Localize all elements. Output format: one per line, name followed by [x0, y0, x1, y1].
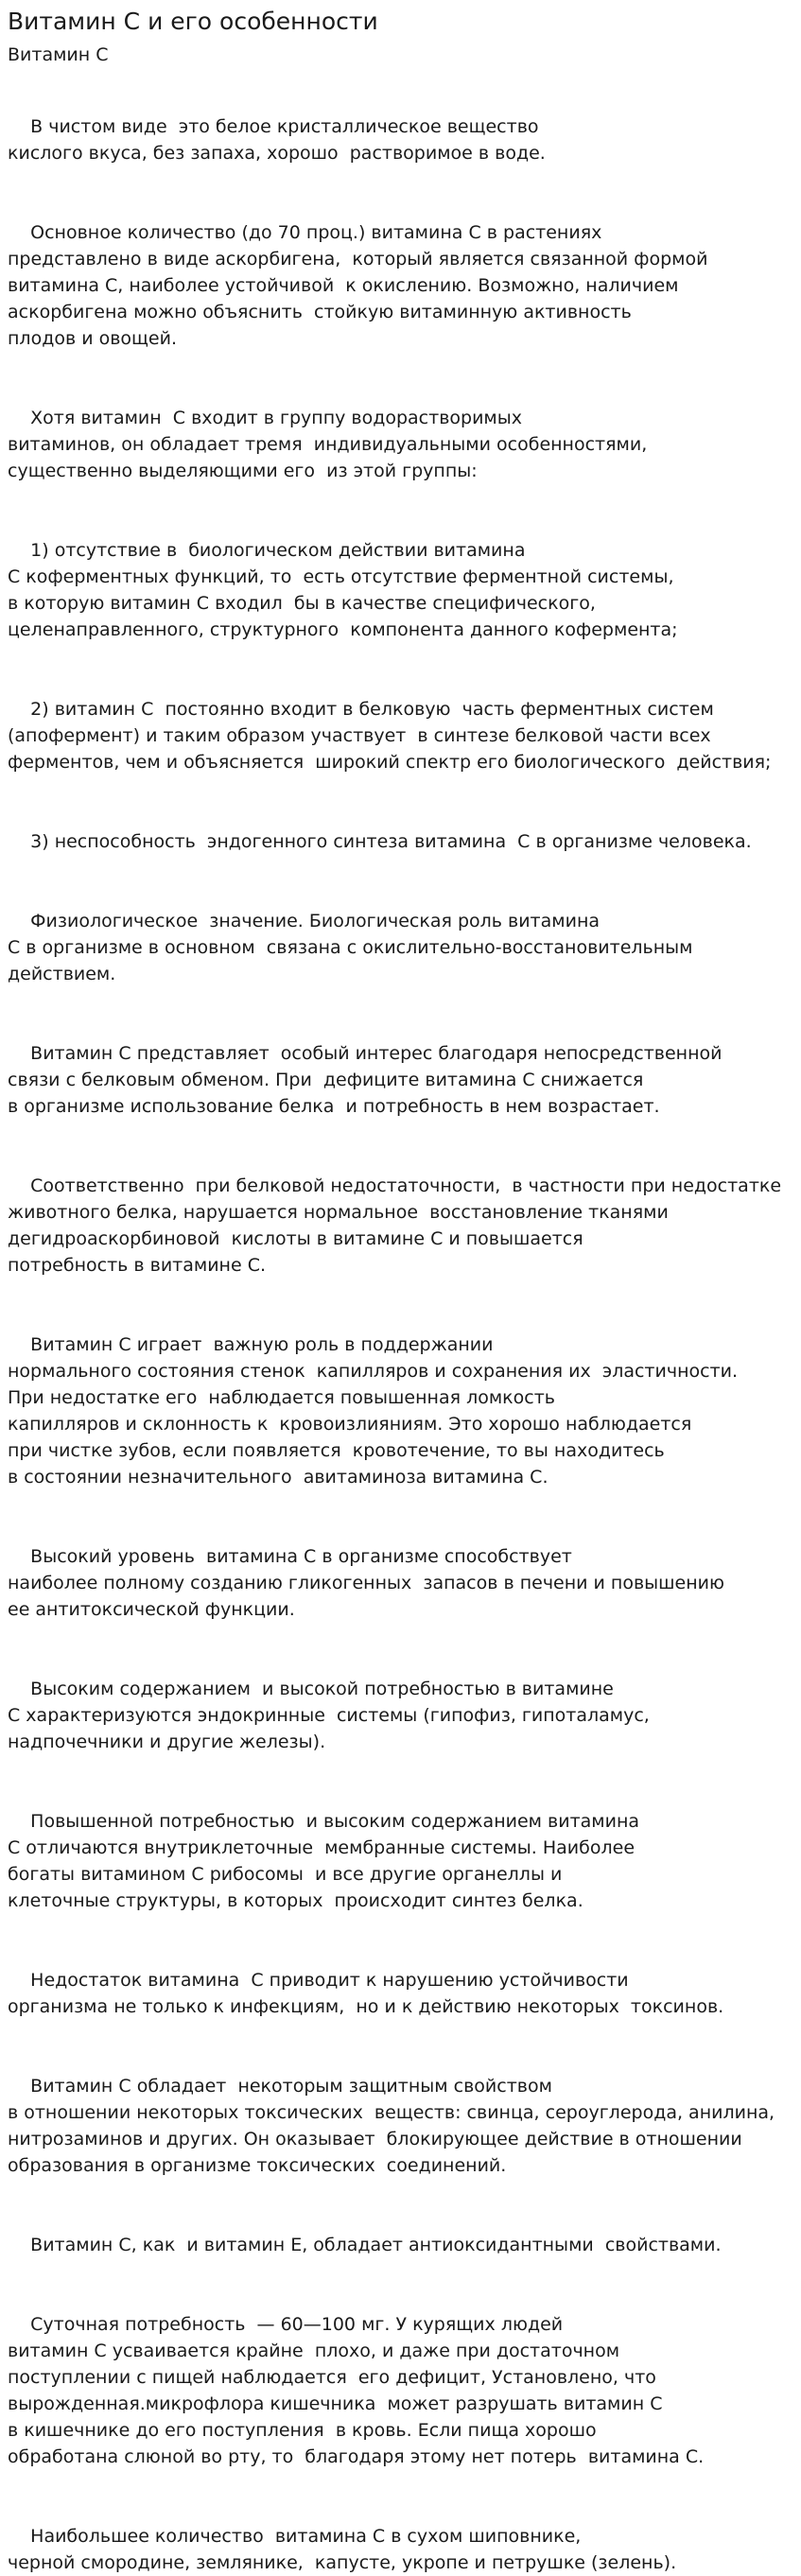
article-paragraph	[8, 1808, 792, 1914]
article-paragraph	[8, 1676, 792, 1755]
paragraph-line: клеточные структуры, в которых происходит синтез белка.	[8, 1890, 583, 1911]
document-page	[0, 8, 801, 2576]
paragraph-line: витамина С, наиболее устойчивой к окислению. Возможно, наличием	[8, 275, 679, 296]
paragraph-line: С коферментных функций, то есть отсутствие ферментной системы,	[8, 566, 674, 587]
paragraph-line: 2) витамин С постоянно входит в белковую часть ферментных систем	[8, 699, 714, 720]
paragraph-line: Недостаток витамина С приводит к нарушению устойчивости	[8, 1970, 629, 1991]
paragraph-line: С характеризуются эндокринные системы (гипофиз, гипоталамус,	[8, 1705, 650, 1726]
article-paragraph	[8, 219, 792, 352]
paragraph-line: Основное количество (до 70 проц.) витамина С в растениях	[8, 222, 602, 243]
paragraph-line: вырожденная.микрофлора кишечника может разрушать витамин С	[8, 2393, 663, 2414]
paragraph-line: плодов и овощей.	[8, 328, 177, 349]
paragraph-line: Соответственно при белковой недостаточности, в частности при недостатке	[8, 1175, 782, 1196]
paragraph-line: Хотя витамин С входит в группу водорастворимых	[8, 408, 523, 428]
paragraph-line: черной смородине, землянике, капусте, укропе и петрушке (зелень).	[8, 2552, 677, 2573]
paragraph-line: надпочечники и другие железы).	[8, 1732, 326, 1752]
paragraph-line: потребность в витамине С.	[8, 1255, 267, 1276]
article-paragraph	[8, 1967, 792, 2020]
paragraph-line: нормального состояния стенок капилляров и сохранения их эластичности.	[8, 1361, 739, 1382]
paragraph-line: нитрозаминов и других. Он оказывает блокирующее действие в отношении	[8, 2129, 742, 2150]
paragraph-line: (апофермент) и таким образом участвует в синтезе белковой части всех	[8, 725, 711, 746]
article-paragraph	[8, 2073, 792, 2179]
article-paragraph	[8, 828, 792, 855]
paragraph-line: Витамин С обладает некоторым защитным свойством	[8, 2076, 552, 2097]
article-paragraph	[8, 405, 792, 484]
paragraph-line: кислого вкуса, без запаха, хорошо растворимое в воде.	[8, 143, 546, 164]
paragraph-line: образования в организме токсических соединений.	[8, 2155, 507, 2176]
paragraph-line: в отношении некоторых токсических веществ: свинца, сероуглерода, анилина,	[8, 2102, 775, 2123]
paragraph-line: 3) неспособность эндогенного синтеза витамина С в организме человека.	[8, 831, 752, 852]
paragraph-line: Наибольшее количество витамина С в сухом шиповнике,	[8, 2526, 582, 2547]
paragraph-line: при чистке зубов, если появляется кровотечение, то вы находитесь	[8, 1440, 665, 1461]
article-paragraph	[8, 1040, 792, 1120]
paragraph-line: витаминов, он обладает тремя индивидуальными особенностями,	[8, 434, 648, 455]
paragraph-line: животного белка, нарушается нормальное восстановление тканями	[8, 1202, 669, 1223]
article-paragraph	[8, 1543, 792, 1623]
paragraph-line: ее антитоксической функции.	[8, 1599, 295, 1620]
paragraph-line: витамин С усваивается крайне плохо, и даже при достаточном	[8, 2341, 620, 2361]
paragraph-line: В чистом виде это белое кристаллическое вещество	[8, 116, 539, 137]
paragraph-line: Высокий уровень витамина С в организме способствует	[8, 1546, 572, 1567]
paragraph-line: целенаправленного, структурного компонента данного кофермента;	[8, 619, 678, 640]
paragraph-line: поступлении с пищей наблюдается его дефицит, Установлено, что	[8, 2367, 656, 2388]
paragraph-line: действием.	[8, 964, 116, 984]
paragraph-line: С в организме в основном связана с окислительно-восстановительным	[8, 937, 693, 958]
paragraph-line: богаты витамином С рибосомы и все другие органеллы и	[8, 1864, 563, 1885]
paragraph-line: Высоким содержанием и высокой потребностью в витамине	[8, 1679, 614, 1699]
paragraph-line: в кишечнике до его поступления в кровь. Если пища хорошо	[8, 2420, 597, 2441]
article-paragraph	[8, 113, 792, 166]
paragraph-line: существенно выделяющими его из этой группы:	[8, 461, 478, 481]
paragraph-line: обработана слюной во рту, то благодаря этому нет потерь витамина С.	[8, 2446, 705, 2467]
paragraph-line: в состоянии незначительного авитаминоза витамина С.	[8, 1467, 549, 1488]
paragraph-line: 1) отсутствие в биологическом действии витамина	[8, 540, 526, 561]
paragraph-line: При недостатке его наблюдается повышенная ломкость	[8, 1387, 555, 1408]
paragraph-line: представлено в виде аскорбигена, который является связанной формой	[8, 249, 708, 270]
article-paragraph	[8, 908, 792, 987]
paragraph-line: Суточная потребность — 60—100 мг. У курящих людей	[8, 2314, 564, 2335]
paragraph-line: Витамин С, как и витамин Е, обладает антиоксидантными свойствами.	[8, 2235, 722, 2255]
paragraph-line: капилляров и склонность к кровоизлияниям. Это хорошо наблюдается	[8, 1414, 692, 1435]
page-subtitle: Витамин С	[8, 44, 109, 65]
article-paragraph	[8, 537, 792, 643]
article-paragraph	[8, 696, 792, 775]
article-paragraph	[8, 2232, 792, 2258]
article-paragraph	[8, 2311, 792, 2470]
paragraph-line: ферментов, чем и объясняется широкий спектр его биологического действия;	[8, 752, 772, 773]
paragraph-line: Физиологическое значение. Биологическая роль витамина	[8, 911, 601, 931]
article-body	[8, 113, 792, 2576]
paragraph-line: организма не только к инфекциям, но и к действию некоторых токсинов.	[8, 1996, 724, 2017]
paragraph-line: в организме использование белка и потребность в нем возрастает.	[8, 1096, 660, 1117]
paragraph-line: С отличаются внутриклеточные мембранные системы. Наиболее	[8, 1837, 636, 1858]
paragraph-line: в которую витамин С входил бы в качестве специфического,	[8, 593, 596, 614]
article-paragraph	[8, 1332, 792, 1490]
paragraph-line: наиболее полному созданию гликогенных запасов в печени и повышению	[8, 1573, 725, 1593]
paragraph-line: связи с белковым обменом. При дефиците витамина С снижается	[8, 1070, 644, 1090]
paragraph-line: Повышенной потребностью и высоким содержанием витамина	[8, 1811, 640, 1832]
page-title: Витамин С и его особенности	[8, 8, 378, 35]
paragraph-line: дегидроаскорбиновой кислоты в витамине С и повышается	[8, 1228, 583, 1249]
paragraph-line: Витамин С играет важную роль в поддержании	[8, 1334, 494, 1355]
paragraph-line: аскорбигена можно объяснить стойкую витаминную активность	[8, 302, 632, 322]
article-paragraph	[8, 1173, 792, 1279]
paragraph-line: Витамин С представляет особый интерес благодаря непосредственной	[8, 1043, 723, 1064]
article-paragraph	[8, 2523, 792, 2576]
